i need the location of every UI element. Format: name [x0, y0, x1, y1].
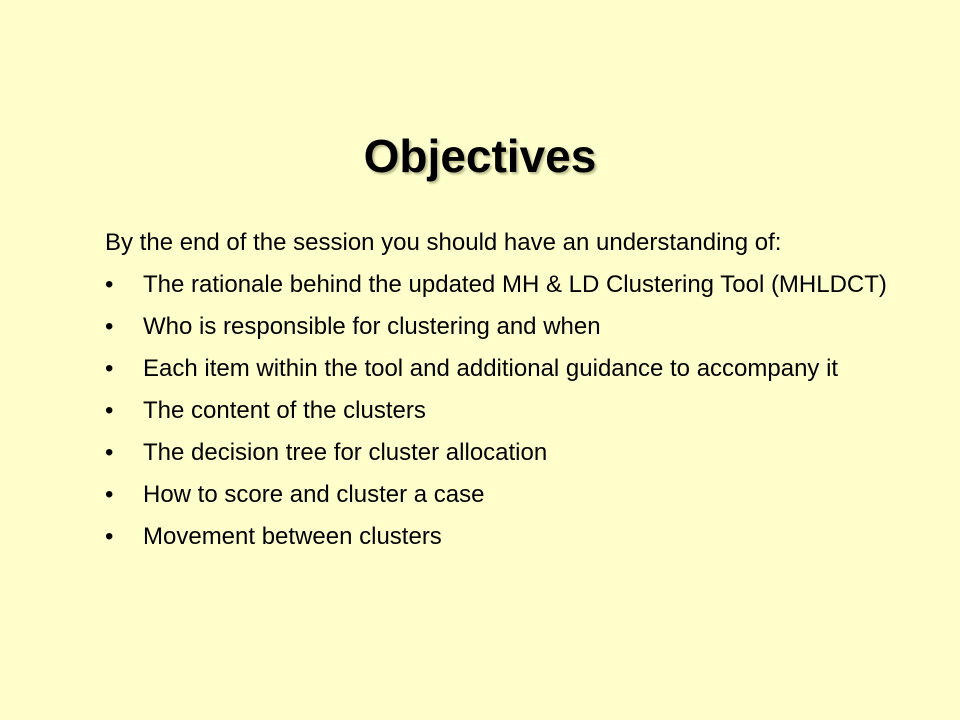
- intro-text: By the end of the session you should have an understanding of:: [105, 229, 782, 256]
- bullet-icon: •: [105, 523, 114, 550]
- bullet-icon: •: [105, 271, 114, 298]
- list-item: [105, 480, 915, 510]
- list-item-text: Movement between clusters: [143, 523, 442, 550]
- list-item-text: The rationale behind the updated MH & LD Clustering Tool (MHLDCT): [143, 271, 887, 298]
- list-item-text: How to score and cluster a case: [143, 481, 485, 508]
- list-item: [105, 354, 915, 384]
- bullet-icon: •: [105, 355, 114, 382]
- bullet-icon: •: [105, 439, 114, 466]
- bullet-icon: •: [105, 481, 114, 508]
- list-item: [105, 312, 915, 342]
- slide-body: [105, 228, 915, 564]
- bullet-icon: •: [105, 313, 114, 340]
- bullet-icon: •: [105, 397, 114, 424]
- list-item: [105, 438, 915, 468]
- objectives-list: [105, 270, 915, 552]
- list-item: [105, 270, 915, 300]
- list-item: [105, 522, 915, 552]
- list-item-text: The decision tree for cluster allocation: [143, 439, 548, 466]
- list-item: [105, 396, 915, 426]
- list-item-text: Who is responsible for clustering and when: [143, 313, 601, 340]
- slide-title: Objectives: [363, 130, 597, 182]
- list-item-text: Each item within the tool and additional guidance to accompany it: [143, 355, 839, 382]
- list-item-text: The content of the clusters: [143, 397, 426, 424]
